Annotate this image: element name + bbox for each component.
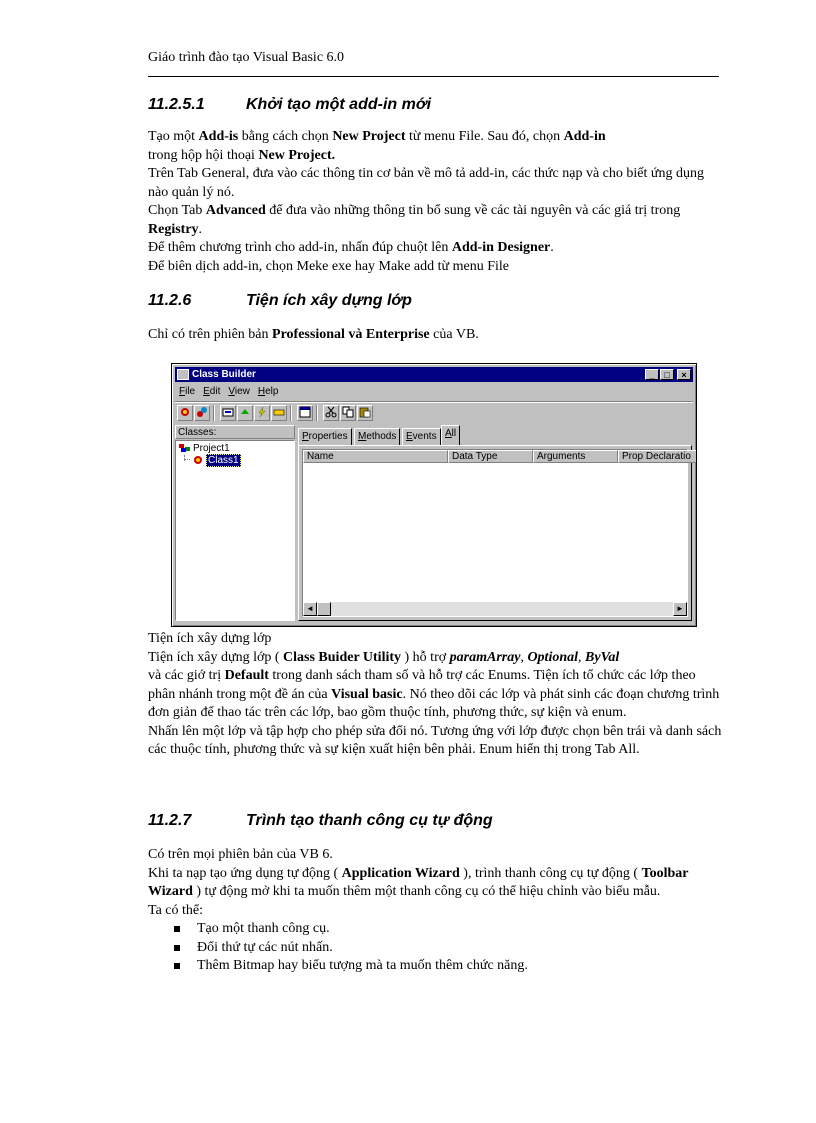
menu-help[interactable]: Help bbox=[257, 386, 279, 397]
column-header-name[interactable]: Name bbox=[303, 450, 448, 463]
section-number: 11.2.7 bbox=[148, 812, 192, 829]
column-header-prop-declaration[interactable]: Prop Declaratio bbox=[618, 450, 697, 463]
paragraph: Có trên mọi phiên bản của VB 6. bbox=[148, 847, 333, 862]
text-run: Tạo một bbox=[148, 129, 199, 144]
column-header-data-type[interactable]: Data Type bbox=[448, 450, 533, 463]
add-property-icon[interactable] bbox=[220, 405, 236, 421]
paragraph: Ta có thể: bbox=[148, 902, 203, 918]
list-item: Đổi thứ tự các nút nhấn. bbox=[148, 939, 723, 958]
bold-run: New Project bbox=[332, 129, 406, 144]
text-run: Để thêm chương trình cho add-in, nhấn đúp chuột lên bbox=[148, 240, 452, 255]
classes-label: Classes: bbox=[175, 425, 295, 439]
minimize-button[interactable]: _ bbox=[645, 369, 659, 380]
classes-pane bbox=[175, 425, 295, 621]
text-run: của VB. bbox=[429, 327, 479, 342]
section-title: Khởi tạo một add-in mới bbox=[246, 96, 432, 113]
add-method-icon[interactable] bbox=[237, 405, 253, 421]
text-run: . Nó theo dõi các lớp và phát sinh các đoạn chương trình đơn giản để thao tác trên các lớp, bao gồm thuộc tính, phương thức, sự kiện và enum. bbox=[148, 686, 720, 720]
header-rule bbox=[148, 76, 719, 77]
figure-caption: Tiện ích xây dựng lớp bbox=[148, 631, 272, 646]
tree-item-label: Project1 bbox=[193, 443, 230, 454]
bold-run: Add-in Designer bbox=[451, 240, 551, 255]
list-item: Thêm Bitmap hay biểu tượng mà ta muốn thêm chức năng. bbox=[148, 957, 723, 976]
section-title: Tiện ích xây dựng lớp bbox=[246, 292, 412, 309]
paragraph: Trên Tab General, đưa vào các thông tin cơ bản về mô tả add-in, các thức nạp và cho biết ứng dụng nào quản lý nó. bbox=[148, 166, 704, 200]
tab-methods[interactable]: Methods bbox=[354, 428, 400, 445]
text-run: Khi ta nạp tạo ứng dụng tự động ( bbox=[148, 865, 342, 881]
bold-run: Application Wizard bbox=[341, 865, 460, 881]
heading-11-2-5-1 bbox=[148, 96, 431, 114]
section-11-2-6-intro bbox=[148, 326, 723, 345]
section-11-2-7-body bbox=[148, 846, 723, 976]
add-class-icon[interactable] bbox=[177, 405, 193, 421]
bold-italic-run: ByVal bbox=[585, 649, 620, 665]
text-run: . bbox=[198, 221, 203, 237]
bold-run: Default bbox=[224, 668, 269, 683]
scroll-left-icon[interactable]: ◄ bbox=[303, 602, 317, 616]
tree-connector bbox=[184, 455, 191, 461]
text-run: , bbox=[578, 649, 586, 665]
text-run: Chỉ có trên phiên bản bbox=[148, 327, 273, 342]
window-title: Class Builder bbox=[192, 369, 256, 380]
text-run: ) hỗ trợ bbox=[401, 649, 450, 665]
bold-run: Toolbar Wizard bbox=[148, 865, 689, 899]
tab-events[interactable]: Events bbox=[402, 428, 441, 445]
bold-run: Professional và Enterprise bbox=[272, 327, 430, 342]
paragraph: Nhấn lên một lớp và tập hợp cho phép sửa đổi nó. Tương ứng với lớp được chọn bên trái và danh sách các thuộc tính, phương thức và sự kiện xuất hiện bên phải. Enum hiển thị trong Tab All. bbox=[148, 723, 722, 757]
bold-run: Add-in bbox=[563, 129, 606, 144]
paragraph bbox=[148, 865, 723, 902]
class-builder-app-icon bbox=[177, 369, 189, 380]
text-run: bằng cách chọn bbox=[238, 129, 333, 144]
bullet-list bbox=[148, 920, 723, 976]
bold-run: Advanced bbox=[205, 203, 266, 218]
bold-run: New Project. bbox=[258, 147, 336, 163]
section-11-2-6-body bbox=[148, 630, 723, 760]
toolbar-separator bbox=[290, 405, 292, 421]
scroll-thumb[interactable] bbox=[317, 602, 331, 616]
menu-edit[interactable]: Edit bbox=[203, 386, 221, 397]
bold-run: Visual basic bbox=[331, 686, 403, 702]
add-event-icon[interactable] bbox=[254, 405, 270, 421]
menu-bar bbox=[175, 384, 693, 399]
toolbar bbox=[175, 401, 693, 423]
copy-icon[interactable] bbox=[340, 405, 356, 421]
text-run: . bbox=[550, 240, 554, 255]
paragraph bbox=[148, 239, 723, 258]
bold-run: Class Buider Utility bbox=[283, 649, 402, 665]
text-run: để đưa vào những thông tin bổ sung về các tài nguyên và các giá trị trong bbox=[265, 203, 681, 218]
text-run: từ menu File. Sau đó, chọn bbox=[405, 129, 564, 144]
text-run: trong danh sách tham số và hỗ trợ các Enums. Tiện ích tổ chức các lớp theo phân nhánh trong một đề án của bbox=[148, 668, 696, 702]
maximize-button[interactable]: □ bbox=[660, 369, 674, 380]
text-run: Chọn Tab bbox=[148, 203, 206, 218]
members-tabs bbox=[298, 425, 692, 445]
text-run: trong hộp hội thoại bbox=[148, 147, 259, 163]
project-icon bbox=[179, 443, 191, 453]
list-item: Tạo một thanh công cụ. bbox=[148, 920, 723, 939]
section-number: 11.2.6 bbox=[148, 292, 192, 309]
paragraph bbox=[148, 649, 723, 723]
class-builder-window bbox=[171, 363, 697, 627]
paste-icon[interactable] bbox=[357, 405, 373, 421]
close-button[interactable]: × bbox=[677, 369, 691, 380]
menu-file[interactable]: File bbox=[179, 386, 196, 397]
column-header-arguments[interactable]: Arguments bbox=[533, 450, 618, 463]
menu-view[interactable]: View bbox=[228, 386, 250, 397]
members-pane bbox=[298, 425, 692, 621]
text-run: ), trình thanh công cụ tự động ( bbox=[459, 865, 642, 881]
text-run: , bbox=[520, 649, 528, 665]
bold-italic-run: Optional bbox=[527, 649, 579, 665]
paragraph: Để biên dịch add-in, chọn Meke exe hay Make add từ menu File bbox=[148, 258, 509, 274]
running-header: Giáo trình đào tạo Visual Basic 6.0 bbox=[148, 50, 345, 65]
tab-properties[interactable]: Properties bbox=[298, 428, 352, 445]
tab-all[interactable]: All bbox=[441, 425, 460, 445]
add-collection-icon[interactable] bbox=[194, 405, 210, 421]
toolbar-separator bbox=[213, 405, 215, 421]
properties-icon[interactable] bbox=[297, 405, 313, 421]
tree-item-class1[interactable] bbox=[192, 455, 241, 467]
members-list bbox=[298, 445, 692, 621]
text-run: Tiện ích xây dựng lớp ( bbox=[148, 649, 284, 665]
section-number: 11.2.5.1 bbox=[148, 96, 205, 113]
window-titlebar[interactable] bbox=[175, 367, 693, 382]
add-enum-icon[interactable] bbox=[271, 405, 287, 421]
section-title: Trình tạo thanh công cụ tự động bbox=[246, 812, 493, 829]
bold-run: Add-is bbox=[198, 129, 239, 144]
bold-italic-run: paramArray bbox=[449, 649, 521, 665]
heading-11-2-6 bbox=[148, 292, 412, 310]
paragraph bbox=[148, 128, 723, 165]
section-11-2-5-1-body bbox=[148, 128, 723, 276]
heading-11-2-7 bbox=[148, 812, 493, 830]
tree-connector bbox=[184, 459, 190, 460]
paragraph bbox=[148, 202, 723, 239]
tree-item-label: Class1 bbox=[208, 455, 239, 466]
toolbar-separator bbox=[316, 405, 318, 421]
bold-run: Registry bbox=[148, 221, 199, 237]
scroll-right-icon[interactable]: ► bbox=[673, 602, 687, 616]
cut-icon[interactable] bbox=[323, 405, 339, 421]
classes-tree[interactable] bbox=[175, 440, 295, 621]
horizontal-scrollbar[interactable] bbox=[303, 602, 687, 616]
text-run: ) tự động mở khi ta muốn thêm một thanh công cụ có thể hiệu chỉnh vào biểu mẫu. bbox=[192, 884, 661, 899]
members-list-inner[interactable] bbox=[302, 449, 691, 617]
text-run: và các giớ trị bbox=[148, 668, 225, 683]
paragraph bbox=[148, 326, 723, 345]
class-icon bbox=[192, 455, 204, 465]
